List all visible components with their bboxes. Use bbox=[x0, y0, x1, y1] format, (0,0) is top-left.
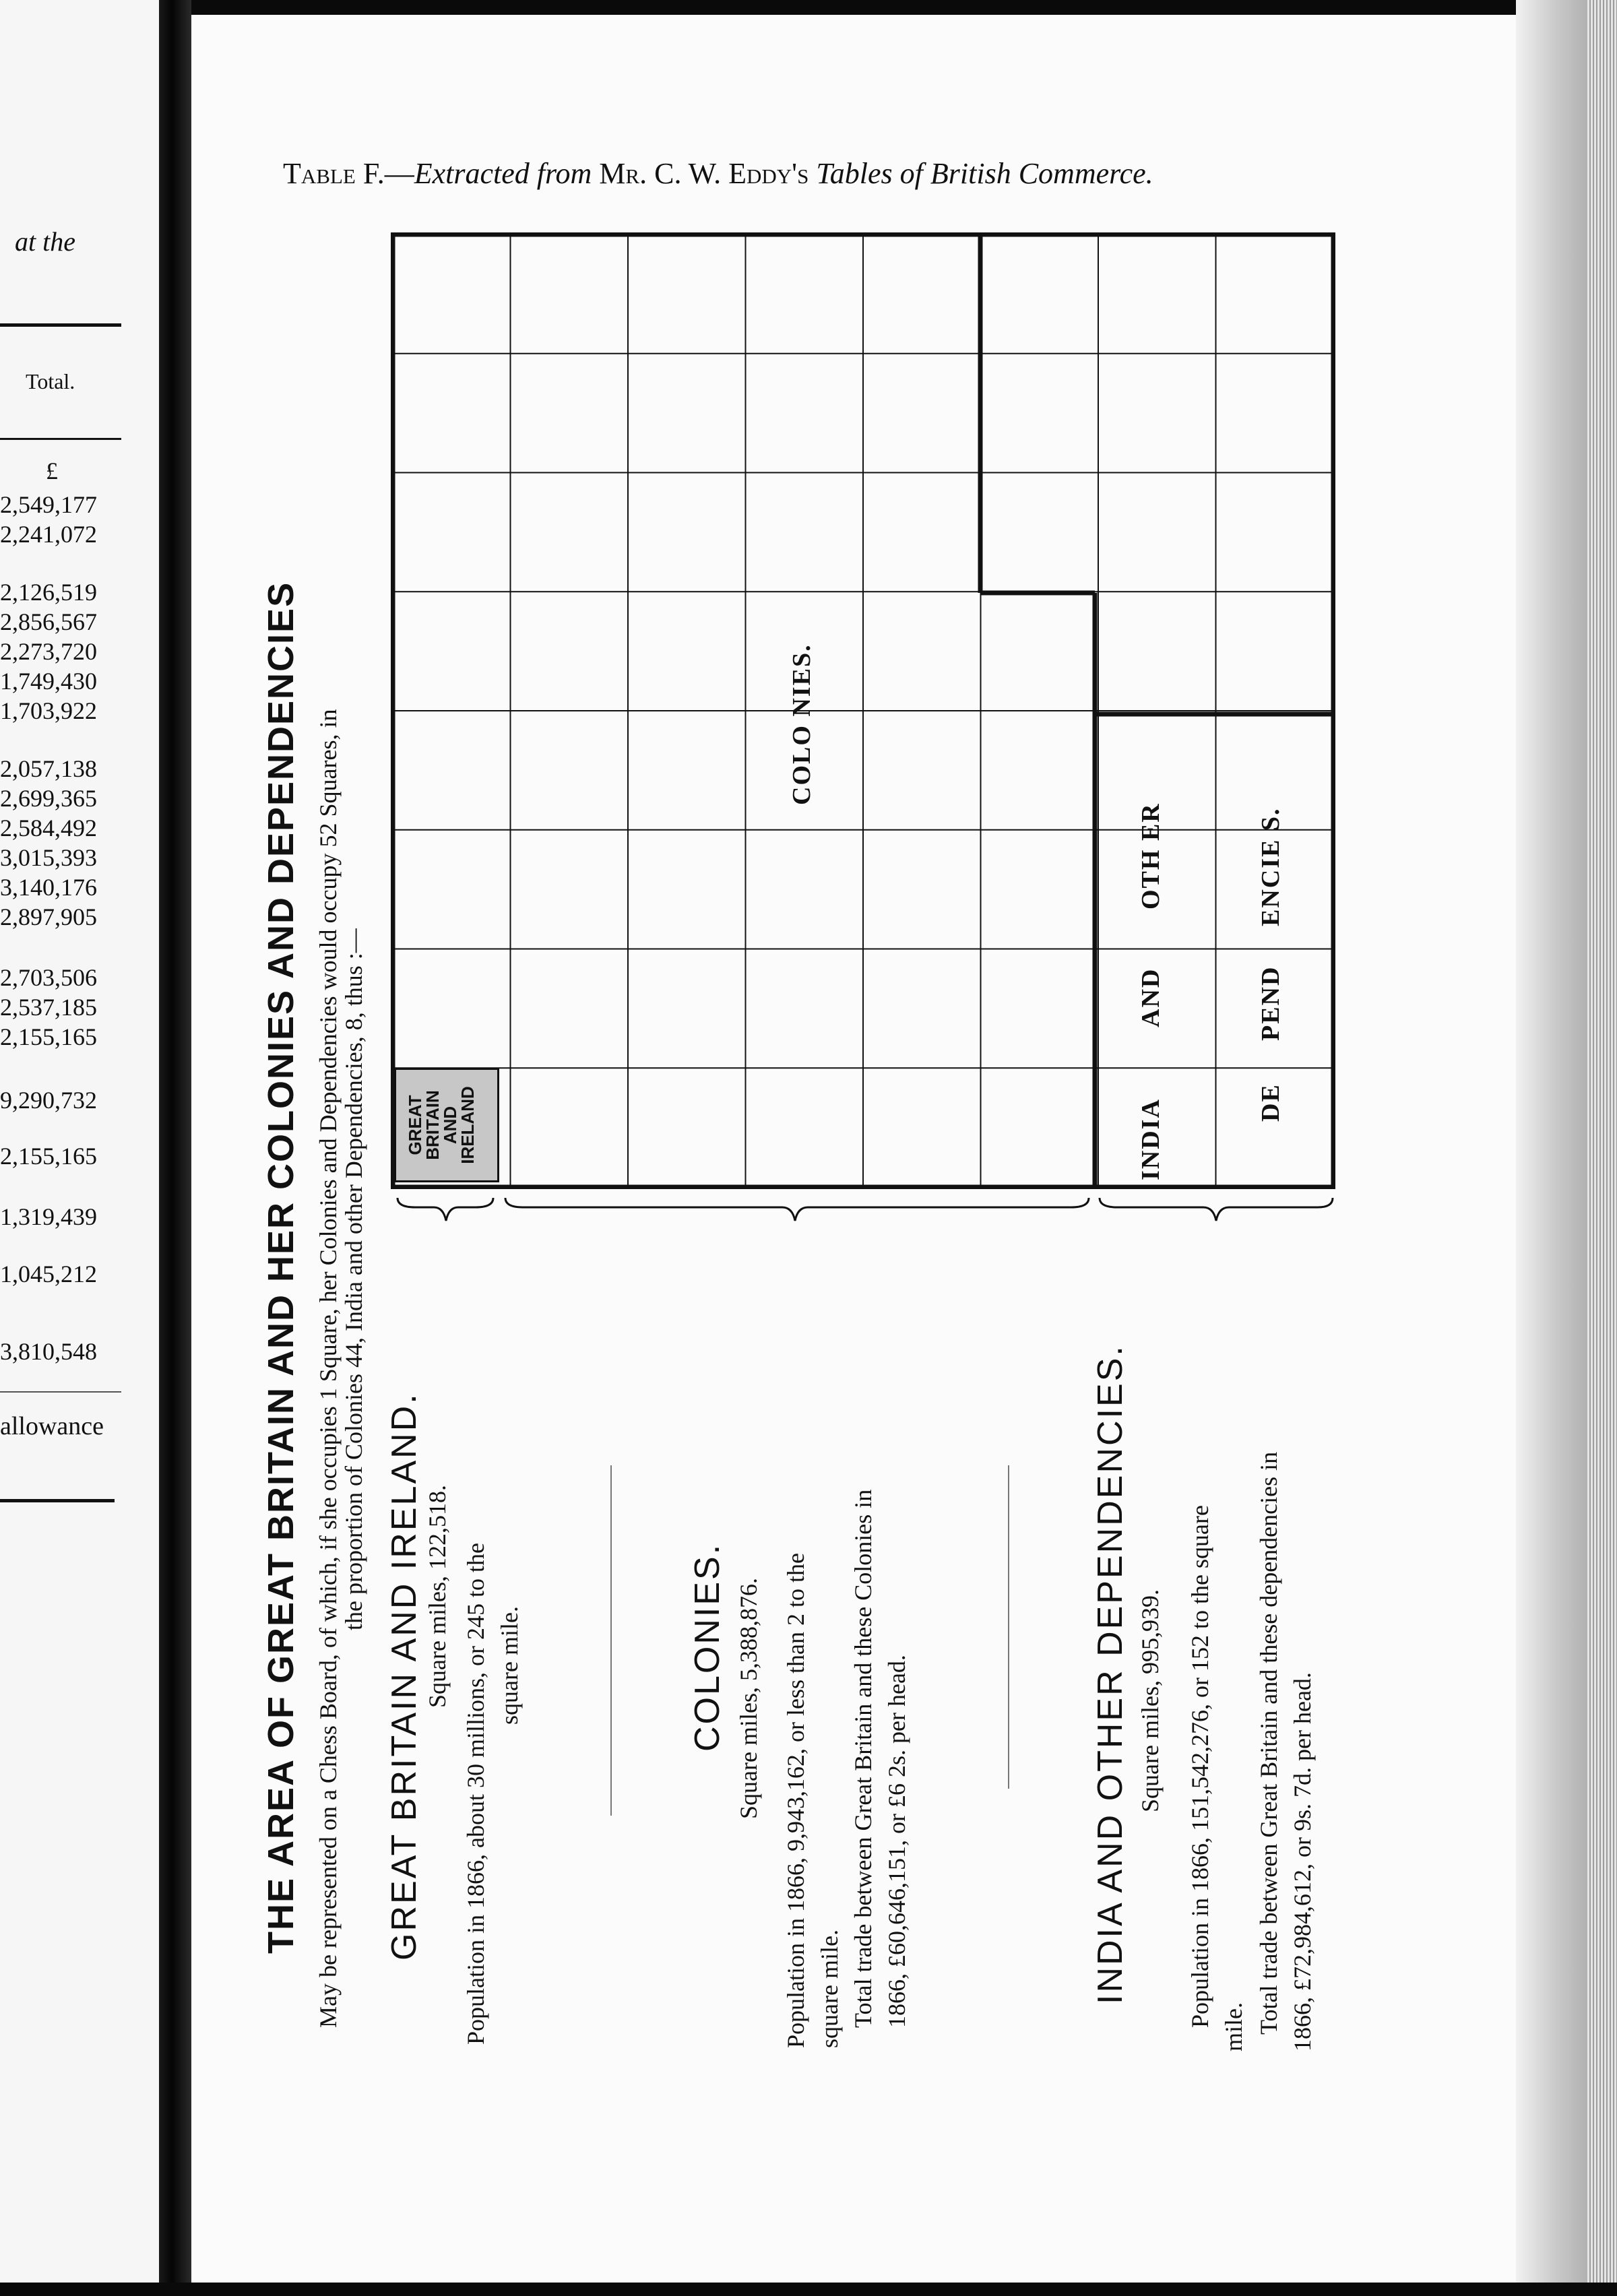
brace-india bbox=[1100, 1198, 1333, 1221]
scan-bottom-edge bbox=[0, 2283, 1617, 2296]
page-stack-edge bbox=[1587, 0, 1617, 2296]
gb-label-line: IRELAND bbox=[457, 1086, 478, 1164]
section-divider bbox=[1008, 1465, 1009, 1789]
chess-board bbox=[391, 232, 1335, 1189]
gb-population-line1: Population in 1866, about 30 millions, or 245 to the bbox=[462, 1543, 489, 2045]
left-page-rule bbox=[0, 1391, 121, 1393]
gb-label-line: BRITAIN bbox=[422, 1090, 443, 1160]
left-page-value: 2,537,185 bbox=[0, 994, 97, 1021]
gb-label-line: GREAT bbox=[405, 1095, 425, 1155]
colonies-population-line1: Population in 1866, 9,943,162, or less than 2 to the bbox=[782, 1553, 809, 2048]
left-page-caption-fragment: at the bbox=[15, 226, 75, 257]
left-page-currency: £ bbox=[46, 457, 58, 484]
gb-square-label bbox=[406, 1068, 476, 1182]
colonies-trade-line2: 1866, £60,646,151, or £6 2s. per head. bbox=[883, 1655, 910, 2028]
left-page-column-header: Total. bbox=[26, 369, 75, 393]
left-page-value: 1,319,439 bbox=[0, 1203, 97, 1230]
colonies-trade-line1: Total trade between Great Britain and these Colonies in bbox=[850, 1489, 877, 2028]
gb-population-line2: square mile. bbox=[496, 1606, 523, 1725]
india-heading: INDIA AND OTHER DEPENDENCIES. bbox=[1091, 1344, 1130, 2004]
colonies-heading: COLONIES. bbox=[688, 1542, 727, 1752]
colonies-population-line2: square mile. bbox=[816, 1930, 843, 2048]
left-page-value: 2,703,506 bbox=[0, 964, 97, 991]
left-page-value: 2,897,905 bbox=[0, 903, 97, 930]
table-caption bbox=[283, 156, 1153, 191]
left-page-value: 1,749,430 bbox=[0, 668, 97, 695]
left-page-rule bbox=[0, 323, 121, 327]
brace-gb bbox=[398, 1198, 493, 1221]
article-title: THE AREA OF GREAT BRITAIN AND HER COLONIES AND DEPENDENCIES bbox=[261, 581, 301, 1954]
left-page-value: 2,155,165 bbox=[0, 1023, 97, 1050]
india-trade-line2: 1866, £72,984,612, or 9s. 7d. per head. bbox=[1289, 1672, 1316, 2051]
gb-label-line: AND bbox=[440, 1106, 460, 1145]
india-population-line2: mile. bbox=[1220, 2002, 1247, 2051]
article-intro-line1: May be represented on a Chess Board, of which, if she occupies 1 Square, her Colonies and Dependencies would occupy 52 Squares, in bbox=[315, 709, 342, 2028]
book-gutter bbox=[159, 0, 191, 2296]
caption-work-title: Tables of British Commerce. bbox=[816, 157, 1153, 190]
left-page-value: 2,057,138 bbox=[0, 755, 97, 782]
left-page-value: 1,703,922 bbox=[0, 697, 97, 724]
left-page-value: 2,273,720 bbox=[0, 638, 97, 665]
left-page-value: 2,549,177 bbox=[0, 491, 97, 518]
brace-colonies bbox=[505, 1198, 1089, 1221]
india-square-miles: Square miles, 995,939. bbox=[1137, 1589, 1164, 1812]
dependencies-board-label-1: DE bbox=[1257, 1083, 1285, 1122]
left-page-footer-fragment: allowance bbox=[0, 1412, 104, 1440]
left-page-value: 9,290,732 bbox=[0, 1087, 97, 1114]
gb-heading: GREAT BRITAIN AND IRELAND. bbox=[385, 1392, 424, 1960]
india-board-label-3: OTH ER bbox=[1137, 802, 1165, 910]
table-label: Table F. bbox=[283, 157, 385, 190]
left-page-value: 2,126,519 bbox=[0, 579, 97, 606]
left-page-value: 3,015,393 bbox=[0, 844, 97, 871]
left-page-value: 2,584,492 bbox=[0, 815, 97, 841]
india-board-label-1: INDIA bbox=[1137, 1098, 1165, 1180]
brace-row bbox=[395, 1192, 1335, 1226]
india-population-line1: Population in 1866, 151,542,276, or 152 to the square bbox=[1186, 1505, 1213, 2028]
left-page-value: 3,140,176 bbox=[0, 874, 97, 901]
india-trade-line1: Total trade between Great Britain and these dependencies in bbox=[1255, 1451, 1282, 2035]
left-page-value: 3,810,548 bbox=[0, 1338, 97, 1365]
left-page-rule bbox=[0, 1499, 115, 1502]
dependencies-board-label-2: PEND bbox=[1257, 965, 1285, 1041]
caption-extracted-from: Extracted from bbox=[414, 157, 592, 190]
colonies-board-label: COLO NIES. bbox=[788, 643, 816, 805]
left-page-value: 2,241,072 bbox=[0, 521, 97, 548]
colonies-square-miles: Square miles, 5,388,876. bbox=[735, 1578, 762, 1819]
left-page-value: 2,699,365 bbox=[0, 785, 97, 812]
section-divider bbox=[610, 1465, 612, 1816]
caption-dash: — bbox=[384, 157, 414, 190]
left-page-value: 1,045,212 bbox=[0, 1261, 97, 1287]
article-intro-line2: the proportion of Colonies 44, India and other Dependencies, 8, thus :— bbox=[340, 928, 367, 1630]
left-page-rule bbox=[0, 438, 121, 440]
caption-author: Mr. C. W. Eddy's bbox=[599, 157, 809, 190]
left-page-value: 2,856,567 bbox=[0, 608, 97, 635]
india-board-label-2: AND bbox=[1137, 967, 1165, 1027]
left-page-value: 2,155,165 bbox=[0, 1143, 97, 1170]
gb-square-miles: Square miles, 122,518. bbox=[424, 1485, 451, 1708]
scan-top-edge bbox=[0, 0, 1617, 15]
dependencies-board-label-3: ENCIE S. bbox=[1257, 807, 1285, 926]
